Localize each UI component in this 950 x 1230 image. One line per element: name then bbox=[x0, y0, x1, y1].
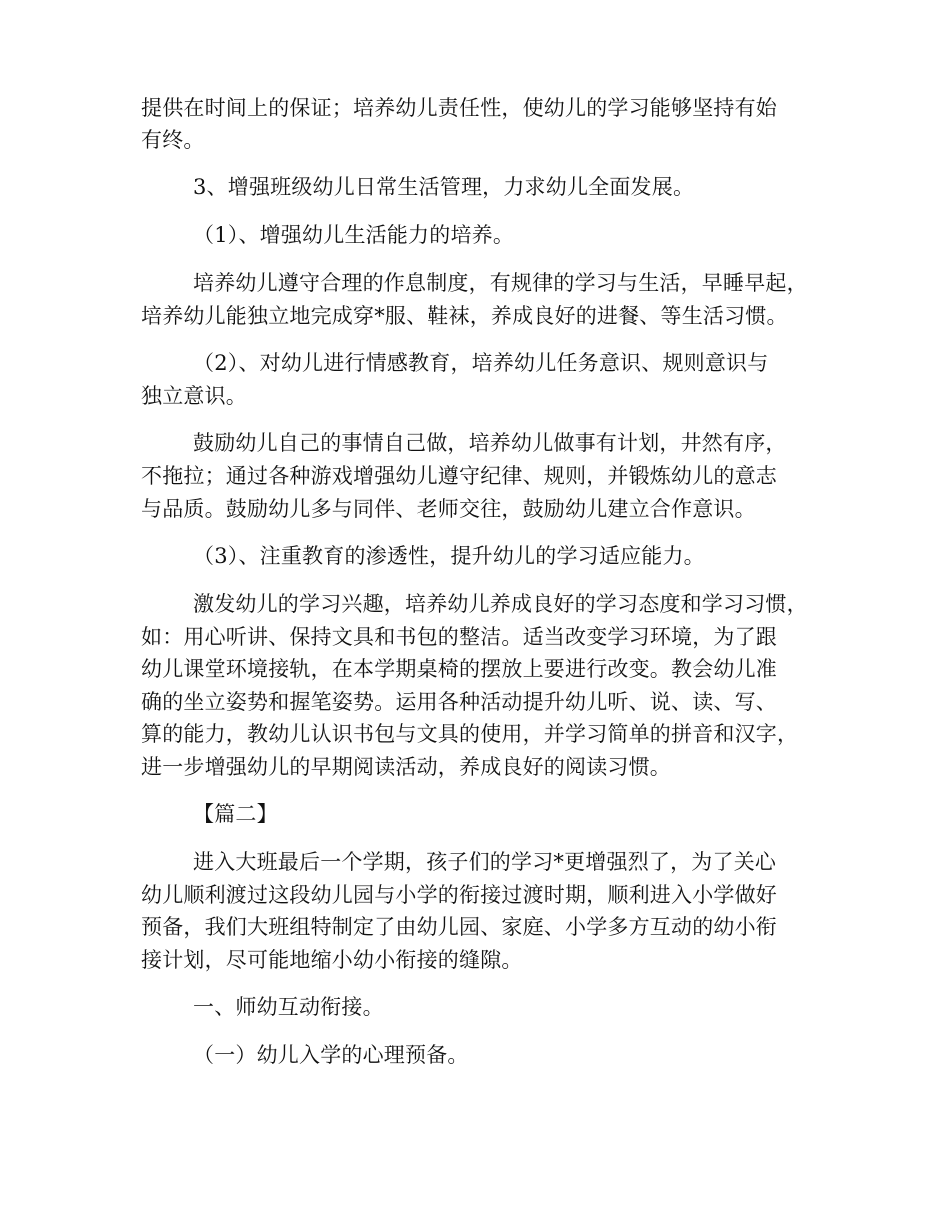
section-heading: 一、师幼互动衔接。 bbox=[193, 995, 384, 1019]
text-line: 培养幼儿遵守合理的作息制度，有规律的学习与生活，早睡早起， bbox=[193, 271, 808, 295]
text-line: 鼓励幼儿自己的事情自己做，培养幼儿做事有计划，井然有序， bbox=[193, 431, 787, 455]
text-line: 确的坐立姿势和握笔姿势。运用各种活动提升幼儿听、说、读、写、 bbox=[141, 690, 777, 714]
subsection-heading: 独立意识。 bbox=[141, 384, 247, 408]
text-line: 培养幼儿能独立地完成穿*服、鞋袜，养成良好的进餐、等生活习惯。 bbox=[141, 304, 788, 328]
text-line: 如：用心听讲、保持文具和书包的整洁。适当改变学习环境，为了跟 bbox=[141, 625, 777, 649]
text-line: 有终。 bbox=[141, 128, 205, 152]
text-line: 预备，我们大班组特制定了由幼儿园、家庭、小学多方互动的幼小衔 bbox=[141, 915, 777, 939]
section-heading: 3、增强班级幼儿日常生活管理，力求幼儿全面发展。 bbox=[193, 175, 695, 199]
text-line: 进入大班最后一个学期，孩子们的学习*更增强烈了，为了关心 bbox=[193, 850, 777, 874]
part-heading: 【篇二】 bbox=[193, 802, 278, 826]
subsection-heading: （3）、注重教育的渗透性，提升幼儿的学习适应能力。 bbox=[193, 544, 705, 568]
text-line: 进一步增强幼儿的早期阅读活动，养成良好的阅读习惯。 bbox=[141, 755, 671, 779]
text-line: 提供在时间上的保证；培养幼儿责任性，使幼儿的学习能够坚持有始 bbox=[141, 96, 777, 120]
text-line: 幼儿课堂环境接轨，在本学期桌椅的摆放上要进行改变。教会幼儿准 bbox=[141, 657, 777, 681]
subsection-heading: （2）、对幼儿进行情感教育，培养幼儿任务意识、规则意识与 bbox=[193, 351, 769, 375]
text-line: 不拖拉；通过各种游戏增强幼儿遵守纪律、规则，并锻炼幼儿的意志 bbox=[141, 464, 777, 488]
text-line: 幼儿顺利渡过这段幼儿园与小学的衔接过渡时期，顺利进入小学做好 bbox=[141, 883, 777, 907]
subsection-heading: （1）、增强幼儿生活能力的培养。 bbox=[193, 223, 515, 247]
text-line: 接计划，尽可能地缩小幼小衔接的缝隙。 bbox=[141, 948, 523, 972]
text-line: 与品质。鼓励幼儿多与同伴、老师交往，鼓励幼儿建立合作意识。 bbox=[141, 497, 756, 521]
subsection-heading: （一）幼儿入学的心理预备。 bbox=[193, 1043, 469, 1067]
text-line: 算的能力，教幼儿认识书包与文具的使用，并学习简单的拼音和汉字， bbox=[141, 722, 799, 746]
text-line: 激发幼儿的学习兴趣，培养幼儿养成良好的学习态度和学习习惯， bbox=[193, 592, 808, 616]
